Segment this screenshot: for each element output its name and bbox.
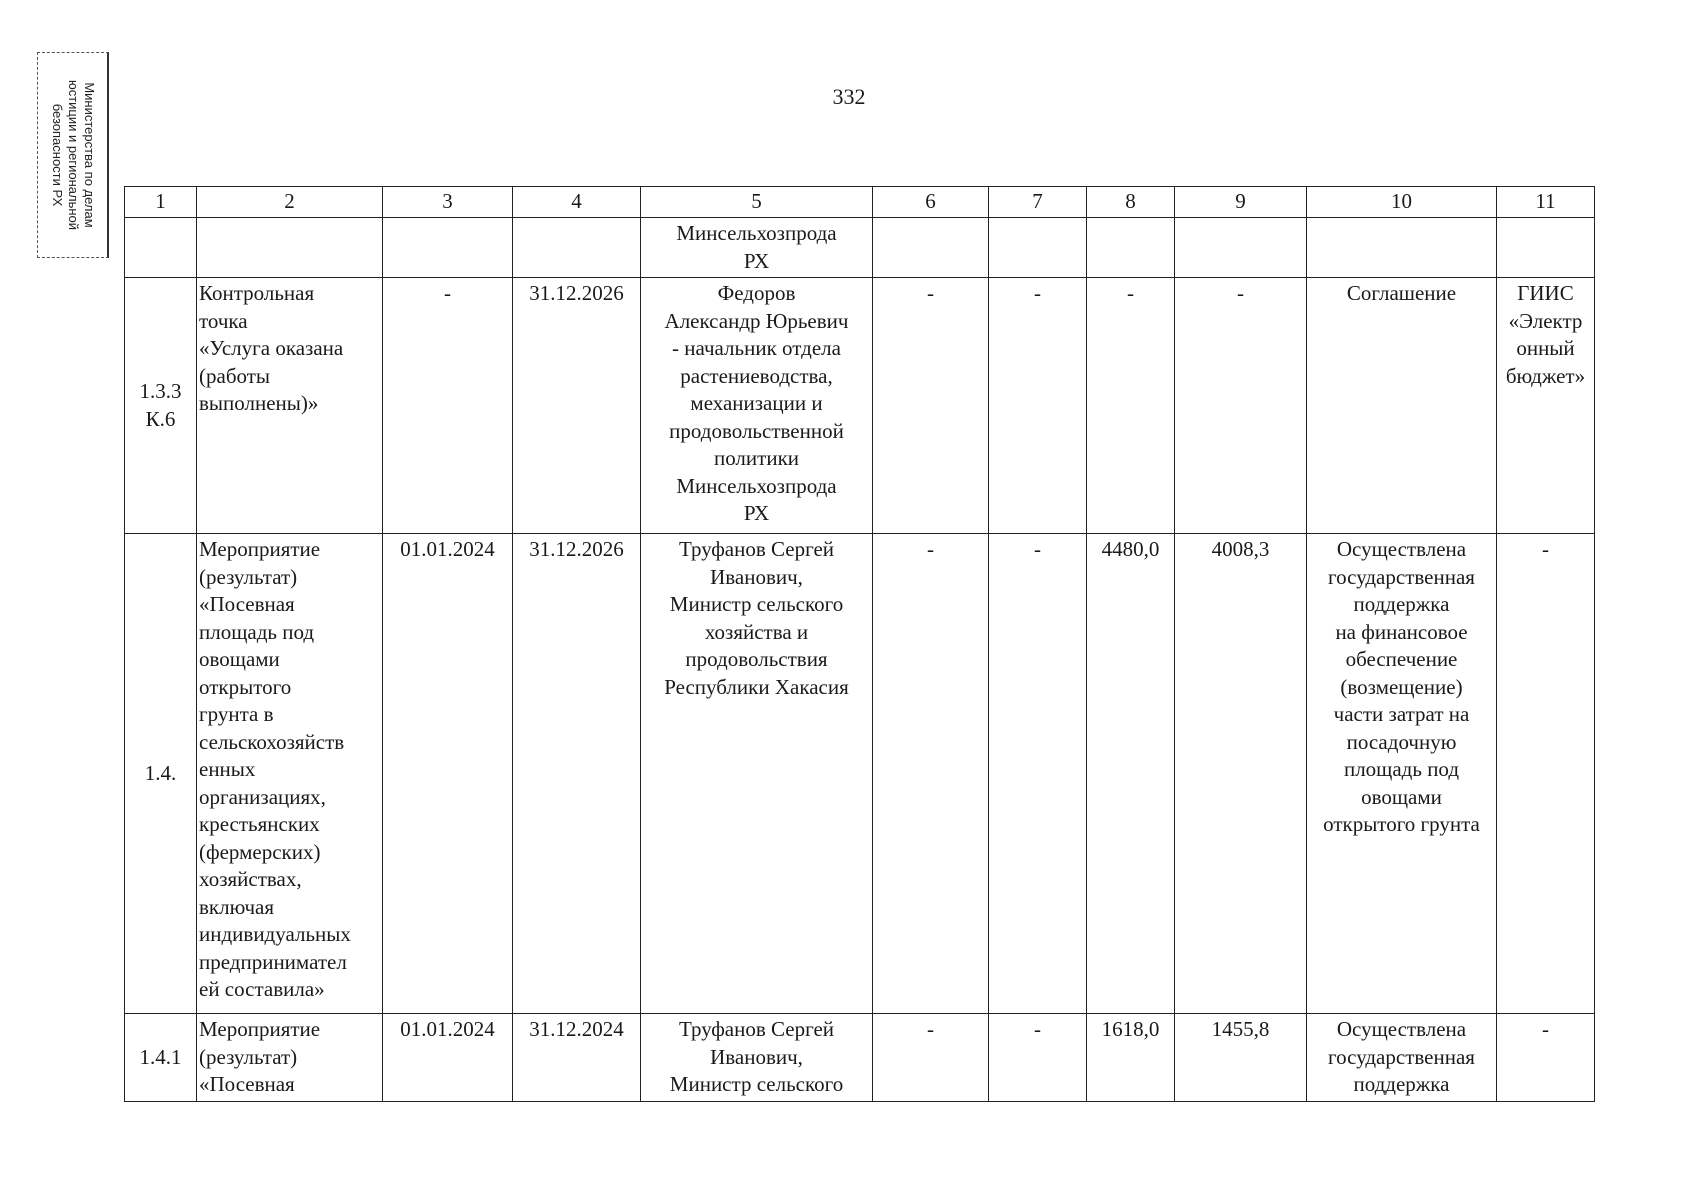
table-row [125,218,1595,278]
cell-system: ГИИС «Электр онный бюджет» [1497,278,1595,534]
cell-col-6: - [873,278,989,534]
cell-col-6: - [873,534,989,1014]
cell-start-date: 01.01.2024 [383,534,513,1014]
cell-col-8: 4480,0 [1087,534,1175,1014]
cell-col-9 [1175,218,1307,278]
cell-col-7: - [989,278,1087,534]
data-table [124,186,1595,1102]
cell-col-7: - [989,1014,1087,1102]
cell-end-date: 31.12.2026 [513,534,641,1014]
header-row [125,187,1595,218]
cell-number: 1.3.3 К.6 [125,278,197,534]
cell-col-9: 1455,8 [1175,1014,1307,1102]
header-col-10: 10 [1307,187,1497,218]
cell-system: - [1497,534,1595,1014]
header-col-8: 8 [1087,187,1175,218]
cell-result: Осуществлена государственная поддержка на финансовое обеспечение (возмещение) части затрат на посадочную площадь под овощами открытого грунта [1307,534,1497,1014]
registration-stamp [37,52,109,258]
cell-col-7 [989,218,1087,278]
cell-number [125,218,197,278]
cell-number: 1.4. [125,534,197,1014]
table-row [125,278,1595,534]
cell-system: - [1497,1014,1595,1102]
header-col-6: 6 [873,187,989,218]
cell-responsible: Труфанов Сергей Иванович, Министр сельского [641,1014,873,1102]
cell-result: Осуществлена государственная поддержка [1307,1014,1497,1102]
cell-number: 1.4.1 [125,1014,197,1102]
table-row [125,534,1595,1014]
stamp-text: Министерства по делам юстиции и региональной безопасности РХ [49,79,97,231]
header-col-5: 5 [641,187,873,218]
cell-start-date: 01.01.2024 [383,1014,513,1102]
header-col-9: 9 [1175,187,1307,218]
cell-system [1497,218,1595,278]
cell-name: Мероприятие (результат) «Посевная площадь под овощами открытого грунта в сельскохозяйств енных организациях, крестьянских (фермерских) хозяйствах, включая индивидуальных предпринимател ей составила» [197,534,383,1014]
cell-col-8: 1618,0 [1087,1014,1175,1102]
cell-col-6: - [873,1014,989,1102]
header-col-4: 4 [513,187,641,218]
cell-name [197,218,383,278]
cell-col-8 [1087,218,1175,278]
cell-start-date: - [383,278,513,534]
cell-name: Контрольная точка «Услуга оказана (работы выполнены)» [197,278,383,534]
header-col-2: 2 [197,187,383,218]
cell-end-date [513,218,641,278]
cell-col-6 [873,218,989,278]
cell-name: Мероприятие (результат) «Посевная [197,1014,383,1102]
header-col-1: 1 [125,187,197,218]
cell-result [1307,218,1497,278]
header-col-3: 3 [383,187,513,218]
cell-end-date: 31.12.2026 [513,278,641,534]
cell-col-9: 4008,3 [1175,534,1307,1014]
cell-responsible: Минсельхозпрода РХ [641,218,873,278]
cell-start-date [383,218,513,278]
cell-col-9: - [1175,278,1307,534]
page-number: 332 [832,84,866,109]
cell-responsible: Федоров Александр Юрьевич - начальник отдела растениеводства, механизации и продовольственной политики Минсельхозпрода РХ [641,278,873,534]
cell-col-7: - [989,534,1087,1014]
header-col-11: 11 [1497,187,1595,218]
cell-col-8: - [1087,278,1175,534]
cell-responsible: Труфанов Сергей Иванович, Министр сельского хозяйства и продовольствия Республики Хакасия [641,534,873,1014]
header-col-7: 7 [989,187,1087,218]
cell-result: Соглашение [1307,278,1497,534]
table-row [125,1014,1595,1102]
cell-end-date: 31.12.2024 [513,1014,641,1102]
